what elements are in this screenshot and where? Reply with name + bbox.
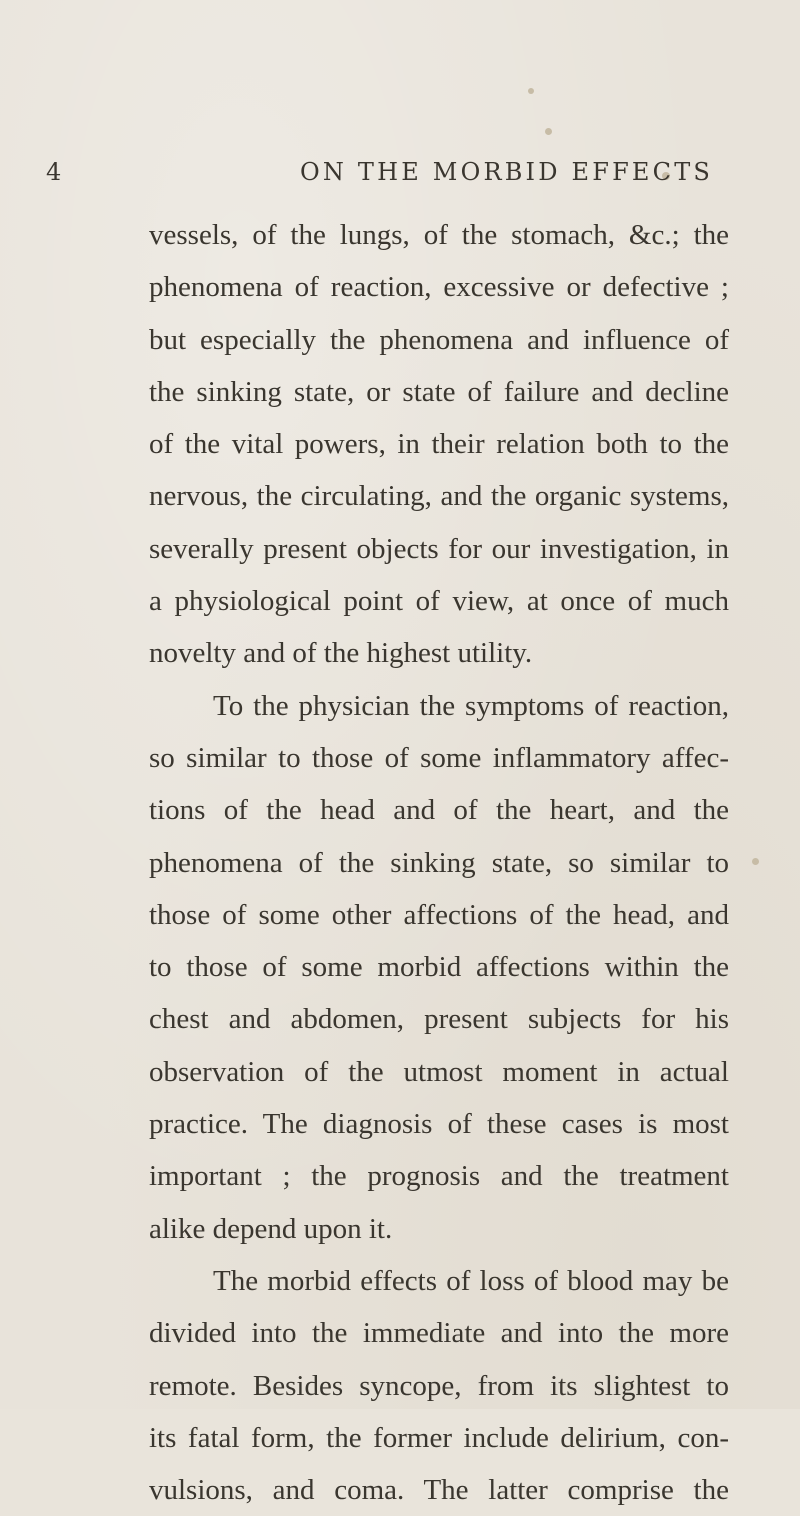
running-head: ON THE MORBID EFFECTS <box>300 158 714 186</box>
body-text <box>149 209 729 1516</box>
text-line: vessels, of the lungs, of the stomach, &c.; the <box>149 219 729 251</box>
text-line: tions of the head and of the heart, and the <box>149 794 729 827</box>
text-line: a physiological point of view, at once of much <box>149 585 729 618</box>
page-header <box>46 158 736 192</box>
text-line: the sinking state, or state of failure and decline <box>149 375 729 408</box>
text-line: novelty and of the highest utility. <box>149 637 533 670</box>
text-line: those of some other affections of the head, and <box>149 898 729 931</box>
text-line: of the vital powers, in their relation both to the <box>149 428 729 461</box>
page-number: 4 <box>46 158 65 186</box>
text-line: but especially the phenomena and influence of <box>149 323 729 356</box>
text-line: phenomena of the sinking state, so similar to <box>149 846 729 879</box>
text-line: vulsions, and coma. The latter comprise the <box>149 1474 729 1507</box>
text-line: severally present objects for our investigation, in <box>149 532 729 565</box>
text-line: phenomena of reaction, excessive or defective ; <box>149 271 729 304</box>
text-line: to those of some morbid affections within the <box>149 951 729 984</box>
text-line: its fatal form, the former include delirium, con- <box>149 1421 729 1454</box>
text-line: To the physician the symptoms of reaction, <box>213 689 729 722</box>
text-line: alike depend upon it. <box>149 1212 393 1245</box>
text-line: nervous, the circulating, and the organic systems, <box>149 480 729 513</box>
text-line: chest and abdomen, present subjects for his <box>149 1003 729 1036</box>
text-line: so similar to those of some inflammatory affec- <box>149 741 729 774</box>
text-line: observation of the utmost moment in actual <box>149 1055 729 1088</box>
text-line: practice. The diagnosis of these cases is most <box>149 1108 729 1141</box>
text-line: The morbid effects of loss of blood may be <box>213 1264 729 1297</box>
text-line: important ; the prognosis and the treatment <box>149 1160 729 1193</box>
text-line: remote. Besides syncope, from its slightest to <box>149 1369 729 1402</box>
text-line: divided into the immediate and into the more <box>149 1317 729 1350</box>
paper-speck <box>752 858 759 865</box>
paper-speck <box>528 88 534 94</box>
paper-speck <box>545 128 552 135</box>
